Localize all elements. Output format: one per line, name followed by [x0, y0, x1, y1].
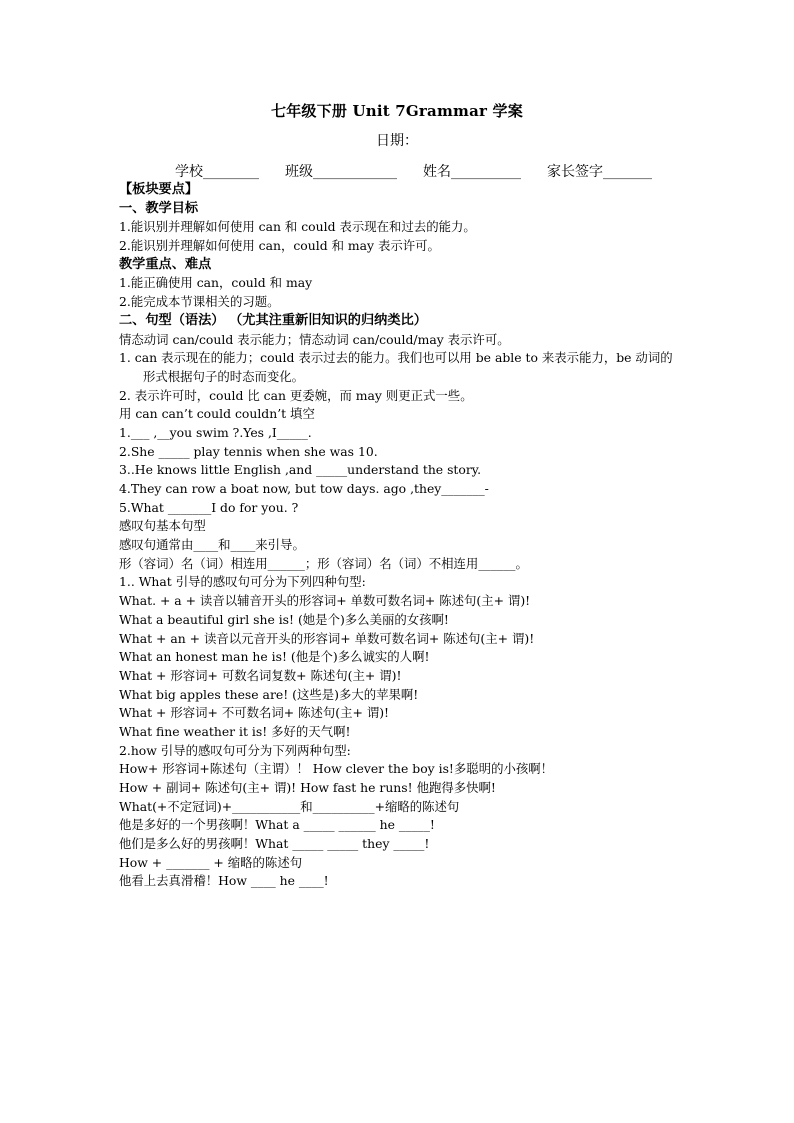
pattern-line: How + _______ + 缩略的陈述句: [119, 854, 303, 870]
exercise-line: 5.What _______I do for you. ?: [119, 499, 299, 515]
text-line: 1. can 表示现在的能力；could 表示过去的能力。我们也可以用 be able to 来表示能力，be 动词的形式根据句子的时态而变化。: [119, 350, 673, 384]
text-line: 2.能完成本节课相关的习题。: [119, 294, 280, 310]
name-field: 姓名__________: [423, 164, 521, 180]
exercise-line: 2.She _____ play tennis when she was 10.: [119, 443, 378, 459]
worksheet-title: 七年级下册 Unit 7Grammar 学案: [271, 102, 523, 120]
exercise-line: 他看上去真滑稽！How ____ he ____!: [119, 873, 329, 889]
parent-sign-field: 家长签字_______: [547, 164, 652, 180]
worksheet-body: [119, 181, 679, 891]
pattern-line: What + 形容词+ 不可数名词+ 陈述句(主+ 谓)!: [119, 705, 390, 721]
text-line: 形（容词）名（词）相连用______；形（容词）名（词）不相连用______。: [119, 555, 528, 571]
text-line: 感叹句通常由____和____来引导。: [119, 537, 305, 553]
exercise-line: 他们是多么好的男孩啊！What _____ _____ they _____!: [119, 836, 430, 852]
exercise-line: 1.___ ,__you swim ?.Yes ,I_____.: [119, 424, 312, 440]
section-heading: 一、教学目标: [119, 200, 199, 216]
exercise-line: 3..He knows little English ,and _____understand the story.: [119, 462, 482, 478]
date-label: 日期：: [376, 133, 418, 149]
example-line: What a beautiful girl she is! (她是个)多么美丽的女孩啊!: [119, 611, 449, 627]
class-field: 班级____________: [285, 164, 397, 180]
text-line: 情态动词 can/could 表示能力；情态动词 can/could/may 表示许可。: [119, 331, 510, 347]
text-line: 感叹句基本句型: [119, 518, 206, 534]
exercise-line: 4.They can row a boat now, but tow days. ago ,they_______-: [119, 481, 489, 497]
pattern-line: What + 形容词+ 可数名词复数+ 陈述句(主+ 谓)!: [119, 667, 402, 683]
pattern-line: What + an + 读音以元音开头的形容词+ 单数可数名词+ 陈述句(主+ 谓)!: [119, 630, 535, 646]
section-heading: 【板块要点】: [119, 182, 199, 197]
pattern-line: How+ 形容词+陈述句（主谓）！ How clever the boy is!多聪明的小孩啊！: [119, 761, 554, 777]
text-line: 用 can can’t could couldn’t 填空: [119, 406, 315, 422]
text-line: 2. 表示许可时，could 比 can 更委婉，而 may 则更正式一些。: [119, 387, 473, 403]
pattern-line: What. + a + 读音以辅音开头的形容词+ 单数可数名词+ 陈述句(主+ 谓)!: [119, 593, 531, 609]
text-line: 2.能识别并理解如何使用 can，could 和 may 表示许可。: [119, 238, 440, 254]
pattern-line: How + 副词+ 陈述句(主+ 谓)! How fast he runs! 他跑得多快啊!: [119, 780, 496, 796]
example-line: What fine weather it is! 多好的天气啊!: [119, 723, 351, 739]
section-heading: 二、句型（语法） （尤其注重新旧知识的归纳类比）: [119, 312, 427, 328]
exercise-line: 他是多好的一个男孩啊！What a _____ ______ he _____!: [119, 817, 435, 833]
text-line: 1.. What 引导的感叹句可分为下列四种句型:: [119, 574, 366, 590]
school-field: 学校________: [175, 164, 259, 180]
example-line: What an honest man he is! (他是个)多么诚实的人啊!: [119, 649, 430, 665]
example-line: What big apples these are! (这些是)多大的苹果啊!: [119, 686, 419, 702]
text-line: 1.能识别并理解如何使用 can 和 could 表示现在和过去的能力。: [119, 219, 476, 235]
text-line: 1.能正确使用 can，could 和 may: [119, 275, 313, 291]
section-heading: 教学重点、难点: [119, 256, 212, 272]
text-line: 2.how 引导的感叹句可分为下列两种句型:: [119, 742, 351, 758]
student-info-row: [175, 161, 652, 181]
pattern-line: What(+不定冠词)+___________和__________+缩略的陈述句: [119, 798, 460, 814]
